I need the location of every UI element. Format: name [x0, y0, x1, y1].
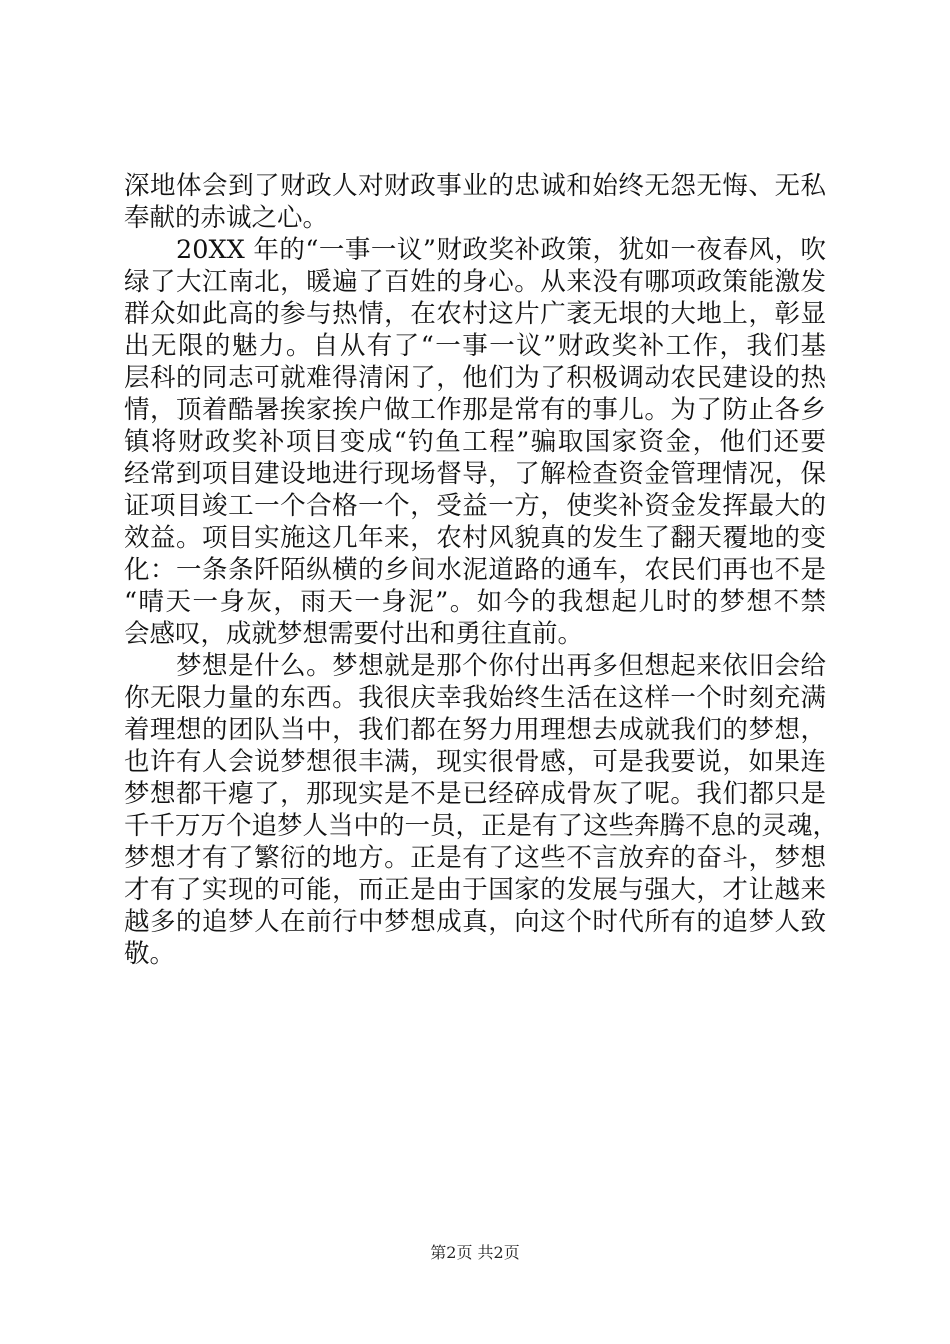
paragraph-line: 梦想才有了繁衍的地方。正是有了这些不言放弃的奋斗，梦想: [124, 843, 826, 873]
paragraph-line: 20XX 年的“一事一议”财政奖补政策，犹如一夜春风，吹: [176, 235, 826, 265]
paragraph-line: 经常到项目建设地进行现场督导，了解检查资金管理情况，保: [124, 459, 826, 489]
paragraph-line: 奉献的赤诚之心。: [124, 203, 329, 233]
paragraph-line: 会感叹，成就梦想需要付出和勇往直前。: [124, 619, 584, 649]
paragraph-line: 千千万万个追梦人当中的一员，正是有了这些奔腾不息的灵魂，: [124, 811, 839, 841]
page-number-footer: 第2页 共2页: [430, 1243, 520, 1262]
paragraph-line: 梦想都干瘪了，那现实是不是已经碎成骨灰了呢。我们都只是: [124, 779, 826, 809]
paragraph-line: 化：一条条阡陌纵横的乡间水泥道路的通车，农民们再也不是: [124, 555, 826, 585]
paragraph-line: 群众如此高的参与热情，在农村这片广袤无垠的大地上，彰显: [124, 299, 826, 329]
paragraph-line: 镇将财政奖补项目变成“钓鱼工程”骗取国家资金，他们还要: [124, 427, 826, 457]
paragraph-line: 情，顶着酷暑挨家挨户做工作那是常有的事儿。为了防止各乡: [124, 395, 826, 425]
paragraph-line: 深地体会到了财政人对财政事业的忠诚和始终无怨无悔、无私: [124, 171, 826, 201]
paragraph-line: 越多的追梦人在前行中梦想成真，向这个时代所有的追梦人致: [124, 907, 826, 937]
paragraph-line: 着理想的团队当中，我们都在努力用理想去成就我们的梦想，: [124, 715, 826, 745]
paragraph-line: 梦想是什么。梦想就是那个你付出再多但想起来依旧会给: [176, 651, 826, 681]
paragraph-line: 也许有人会说梦想很丰满，现实很骨感，可是我要说，如果连: [124, 747, 826, 777]
body-text: [124, 170, 839, 970]
paragraph-line: 出无限的魅力。自从有了“一事一议”财政奖补工作，我们基: [124, 331, 826, 361]
paragraph-line: 效益。项目实施这几年来，农村风貌真的发生了翻天覆地的变: [124, 523, 826, 553]
paragraph-line: 敬。: [124, 939, 176, 969]
paragraph-line: 层科的同志可就难得清闲了，他们为了积极调动农民建设的热: [124, 363, 826, 393]
paragraph-line: 你无限力量的东西。我很庆幸我始终生活在这样一个时刻充满: [124, 683, 826, 713]
paragraph-line: 证项目竣工一个合格一个，受益一方，使奖补资金发挥最大的: [124, 491, 826, 521]
paragraph-line: 绿了大江南北，暖遍了百姓的身心。从来没有哪项政策能激发: [124, 267, 826, 297]
paragraph-line: 才有了实现的可能，而正是由于国家的发展与强大，才让越来: [124, 875, 826, 905]
paragraph-line: “晴天一身灰，雨天一身泥”。如今的我想起儿时的梦想不禁: [124, 587, 826, 617]
